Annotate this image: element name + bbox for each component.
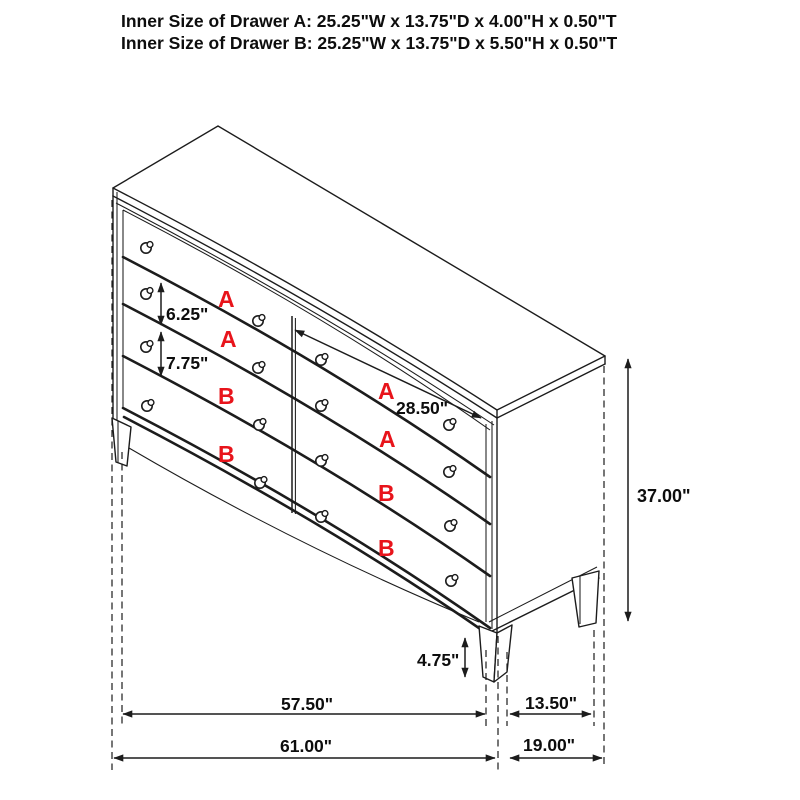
knob-icon — [444, 466, 456, 478]
knob-icon — [141, 288, 153, 300]
drawer-label: B — [378, 480, 395, 506]
knob-icon — [141, 341, 153, 353]
dim-drawer-a-height-label: 6.25" — [166, 304, 209, 324]
drawer-label: A — [218, 286, 235, 312]
dim-leg-height-label: 4.75" — [417, 650, 460, 670]
dim-overall-width — [114, 736, 495, 758]
dim-front-width-inner-label: 57.50" — [281, 694, 334, 714]
drawer-label: A — [220, 326, 237, 352]
dim-overall-width-label: 61.00" — [280, 736, 333, 756]
knob-icon — [253, 362, 265, 374]
drawer-divider-curves — [123, 210, 490, 635]
rear-right-leg — [572, 571, 599, 627]
dim-drawer-b-height-label: 7.75" — [166, 353, 209, 373]
dim-drawer-width-label: 28.50" — [396, 398, 449, 418]
center-divider — [292, 316, 295, 514]
drawer-label: A — [378, 378, 395, 404]
knob-icon — [142, 400, 154, 412]
drawer-label: B — [378, 535, 395, 561]
drawer-label: A — [379, 426, 396, 452]
knob-icon — [445, 520, 457, 532]
dresser-top-face — [113, 126, 605, 425]
header-drawer-a-size: Inner Size of Drawer A: 25.25"W x 13.75"D x 4.00"H x 0.50"T — [121, 11, 617, 31]
drawer-label: B — [218, 441, 235, 467]
knob-icon — [446, 575, 458, 587]
dim-side-depth-inner-label: 13.50" — [525, 693, 578, 713]
header-drawer-b-size: Inner Size of Drawer B: 25.25"W x 13.75"D x 5.50"H x 0.50"T — [121, 33, 618, 53]
legs — [112, 418, 599, 682]
knob-icon — [141, 242, 153, 254]
knob-icon — [253, 315, 265, 327]
dim-overall-depth — [510, 735, 602, 758]
knob-icon — [444, 419, 456, 431]
extension-lines — [112, 200, 604, 770]
knob-icon — [316, 455, 328, 467]
dim-drawer-b-height — [161, 332, 208, 376]
knob-icon — [316, 400, 328, 412]
dim-overall-height-label: 37.00" — [637, 486, 691, 506]
dim-front-width-inner — [123, 694, 485, 714]
drawer-label: B — [218, 383, 235, 409]
knob-icon — [316, 354, 328, 366]
dim-overall-height — [628, 359, 691, 621]
dim-overall-depth-label: 19.00" — [523, 735, 576, 755]
dim-side-depth-inner — [510, 693, 591, 714]
knob-icon — [254, 419, 266, 431]
dim-leg-height — [417, 638, 465, 677]
